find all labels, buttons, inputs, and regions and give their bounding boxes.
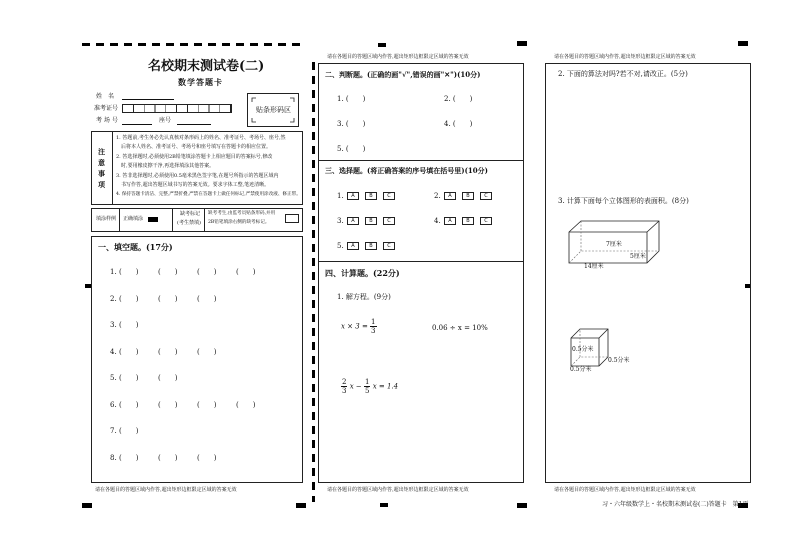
question-3: 3. 计算下面每个立体图形的表面积。(8分) bbox=[558, 197, 689, 205]
choice-option-box[interactable]: B bbox=[365, 242, 377, 250]
left-dash-border bbox=[312, 62, 315, 502]
choice-row bbox=[337, 242, 401, 250]
timing-mark bbox=[738, 41, 748, 46]
choice-option-box[interactable]: B bbox=[365, 217, 377, 225]
fill-blank-label: 3. bbox=[110, 321, 117, 329]
section-title: 三、选择题。(将正确答案的序号填在括号里)(10分) bbox=[325, 166, 488, 175]
fill-blank-answer[interactable]: ( ) bbox=[119, 400, 139, 409]
fill-blank-answer[interactable]: ( ) bbox=[197, 268, 217, 276]
fill-blank-answer[interactable]: ( ) bbox=[236, 268, 256, 276]
seat-field[interactable] bbox=[177, 124, 211, 125]
fill-blank-label: 7. bbox=[110, 427, 117, 435]
choice-row bbox=[434, 217, 498, 225]
cuboid-width-label: 14厘米 bbox=[584, 263, 604, 270]
section-divider bbox=[319, 160, 523, 161]
fill-blank-label: 5. bbox=[110, 374, 117, 382]
notes-item: 1. 答题前,考生务必先认真核对条形码上的姓名、准考证号、考场号、座号,然 bbox=[116, 135, 286, 141]
equation-1: x × 3 = $\frac{1}{3}$ bbox=[341, 318, 376, 335]
choice-option-box[interactable]: B bbox=[462, 192, 474, 200]
fill-example-box bbox=[91, 208, 303, 232]
divider bbox=[204, 209, 205, 231]
choice-option-box[interactable]: C bbox=[383, 242, 395, 250]
page-subtitle: 数学答题卡 bbox=[178, 77, 223, 87]
fill-blank-label: 8. bbox=[110, 453, 117, 462]
absent-desc: 2B铅笔填涂右侧的缺考标记。 bbox=[208, 220, 270, 225]
section-title: 二、判断题。(正确的画"√",错误的画"✕")(10分) bbox=[325, 70, 481, 79]
choice-option-box[interactable]: A bbox=[347, 242, 359, 250]
footer-note: 请在各题目的答题区域内作答,超出矩形边框限定区域的答案无效 bbox=[95, 487, 237, 493]
cuboid-height-label: 7厘米 bbox=[606, 241, 622, 248]
header-note: 请在各题目的答题区域内作答,超出矩形边框限定区域的答案无效 bbox=[327, 54, 469, 60]
fill-blank-answer[interactable]: ( ) bbox=[158, 268, 178, 276]
choice-row bbox=[337, 217, 401, 225]
section-title: 一、填空题。(17分) bbox=[98, 242, 173, 252]
fill-blank-answer[interactable]: ( ) bbox=[197, 347, 217, 356]
barcode-area[interactable] bbox=[247, 93, 299, 127]
choice-label: 1. bbox=[337, 192, 344, 200]
choice-option-box[interactable]: B bbox=[365, 192, 377, 200]
question-2: 2. 下面的算法对吗?若不对,请改正。(5分) bbox=[558, 70, 688, 78]
cube-height-label: 0.5分米 bbox=[572, 346, 594, 353]
absent-desc: 缺考考生,由监考员贴条形码,并用 bbox=[208, 211, 276, 216]
fill-correct-mark bbox=[148, 217, 158, 222]
fill-blank-label: 6. bbox=[110, 400, 117, 409]
choice-label: 3. bbox=[337, 217, 344, 225]
fill-blank-answer[interactable]: ( ) bbox=[158, 294, 178, 303]
fill-blank-label: 1. bbox=[110, 268, 117, 276]
section-fill-blank bbox=[91, 236, 303, 483]
judge-item-2[interactable]: 2. ( ) bbox=[444, 95, 473, 103]
fill-blank-answer[interactable]: ( ) bbox=[119, 427, 139, 435]
divider bbox=[119, 209, 120, 231]
top-dash-border bbox=[82, 43, 304, 46]
fill-blank-answer[interactable]: ( ) bbox=[158, 347, 178, 356]
exam-no-field[interactable] bbox=[122, 104, 232, 113]
choice-row bbox=[434, 192, 498, 200]
fill-blank-answer[interactable]: ( ) bbox=[119, 321, 139, 329]
fill-blank-answer[interactable]: ( ) bbox=[158, 400, 178, 409]
timing-mark bbox=[296, 503, 306, 508]
fill-blank-answer[interactable]: ( ) bbox=[197, 294, 217, 303]
notes-title: 注意事项 bbox=[98, 147, 105, 189]
cuboid-figure bbox=[566, 218, 666, 278]
timing-mark bbox=[82, 503, 92, 508]
column-3-frame bbox=[545, 63, 751, 483]
page-footer: 习・六年级数学上・名校期末测试卷(二)答题卡 第1页 bbox=[602, 501, 749, 508]
fill-blank-answer[interactable]: ( ) bbox=[119, 294, 139, 303]
cube-width-label: 0.5分米 bbox=[570, 366, 592, 373]
timing-mark bbox=[517, 41, 527, 46]
timing-mark bbox=[380, 503, 388, 507]
footer-note: 请在各题目的答题区域内作答,超出矩形边框限定区域的答案无效 bbox=[554, 487, 696, 493]
name-label: 姓 名 bbox=[96, 93, 115, 100]
judge-item-4[interactable]: 4. ( ) bbox=[444, 120, 473, 128]
header-note: 请在各题目的答题区域内作答,超出矩形边框限定区域的答案无效 bbox=[554, 54, 696, 60]
footer-note: 请在各题目的答题区域内作答,超出矩形边框限定区域的答案无效 bbox=[327, 487, 469, 493]
seat-label: 座号 bbox=[159, 117, 172, 124]
absent-checkbox[interactable] bbox=[285, 214, 299, 223]
column-2-frame bbox=[318, 63, 524, 483]
notes-item: 4. 保持答题卡清洁、完整,严禁折叠,严禁在答题卡上做任何标记,严禁使用涂改液、修正带。 bbox=[116, 192, 301, 197]
equation-3: $\frac{2}{3}$ x − $\frac{1}{5}$ x = 1.4 bbox=[342, 378, 399, 395]
choice-option-box[interactable]: A bbox=[347, 192, 359, 200]
cuboid-depth-label: 5厘米 bbox=[630, 253, 646, 260]
choice-label: 5. bbox=[337, 242, 344, 250]
fill-example-label: 填涂样例 bbox=[96, 216, 117, 222]
fill-blank-label: 2. bbox=[110, 294, 117, 303]
choice-option-box[interactable]: A bbox=[444, 192, 456, 200]
notes-item: 3. 答非选择题时,必须使用0.5毫米黑色签字笔,在题号所指示的答题区域内 bbox=[116, 173, 279, 179]
choice-option-box[interactable]: A bbox=[444, 217, 456, 225]
notes-item: 2. 答选择题时,必须使用2B铅笔填涂答题卡上相应题目的答案标号,修改 bbox=[116, 154, 273, 160]
notes-item: 时,要用橡皮擦干净,再选择填涂其他答案。 bbox=[116, 163, 215, 169]
fill-correct-label: 正确填涂 bbox=[123, 216, 144, 222]
choice-row bbox=[337, 192, 401, 200]
judge-item-3[interactable]: 3. ( ) bbox=[337, 120, 366, 128]
timing-mark bbox=[378, 43, 386, 47]
equation-2: 0.06 ÷ x = 10% bbox=[432, 324, 488, 332]
divider bbox=[172, 209, 173, 231]
judge-item-1[interactable]: 1. ( ) bbox=[337, 95, 366, 103]
fill-blank-answer[interactable]: ( ) bbox=[197, 453, 217, 462]
timing-mark bbox=[517, 503, 527, 508]
judge-item-5[interactable]: 5. ( ) bbox=[337, 145, 366, 153]
fill-blank-answer[interactable]: ( ) bbox=[119, 453, 139, 462]
equation-subtitle: 1. 解方程。(9分) bbox=[337, 293, 391, 301]
fill-blank-label: 4. bbox=[110, 347, 117, 356]
section-divider bbox=[319, 261, 523, 262]
fill-blank-answer[interactable]: ( ) bbox=[236, 400, 256, 409]
fill-blank-answer[interactable]: ( ) bbox=[119, 347, 139, 356]
choice-option-box[interactable]: C bbox=[480, 217, 492, 225]
room-field[interactable] bbox=[122, 124, 152, 125]
fill-blank-answer[interactable]: ( ) bbox=[119, 268, 139, 276]
notes-item: 书写作答,超出答题区域书写的答案无效。要求字体工整,笔迹清晰。 bbox=[116, 182, 270, 188]
choice-option-box[interactable]: C bbox=[383, 217, 395, 225]
fill-blank-answer[interactable]: ( ) bbox=[158, 453, 178, 462]
name-field[interactable] bbox=[122, 99, 174, 100]
choice-option-box[interactable]: C bbox=[480, 192, 492, 200]
choice-option-box[interactable]: A bbox=[347, 217, 359, 225]
cube-depth-label: 0.5分米 bbox=[608, 357, 630, 364]
page-title: 名校期末测试卷(二) bbox=[148, 59, 265, 74]
choice-option-box[interactable]: B bbox=[462, 217, 474, 225]
exam-no-label: 准考证号 bbox=[94, 105, 119, 112]
choice-option-box[interactable]: C bbox=[383, 192, 395, 200]
choice-label: 4. bbox=[434, 217, 441, 225]
fill-blank-answer[interactable]: ( ) bbox=[158, 374, 178, 382]
absent-label: 缺考标记 bbox=[180, 211, 201, 217]
choice-label: 2. bbox=[434, 192, 441, 200]
notes-item: 后将本人姓名、准考证号、考场号和座号填写在答题卡的相应位置。 bbox=[116, 144, 272, 150]
room-label: 考 场 号 bbox=[96, 117, 118, 124]
section-title: 四、计算题。(22分) bbox=[325, 268, 400, 278]
fill-blank-answer[interactable]: ( ) bbox=[197, 400, 217, 409]
barcode-label: 贴条形码区 bbox=[256, 106, 291, 114]
absent-sub: (考生禁填) bbox=[177, 220, 201, 226]
notes-box bbox=[91, 131, 303, 205]
fill-blank-answer[interactable]: ( ) bbox=[119, 374, 139, 382]
